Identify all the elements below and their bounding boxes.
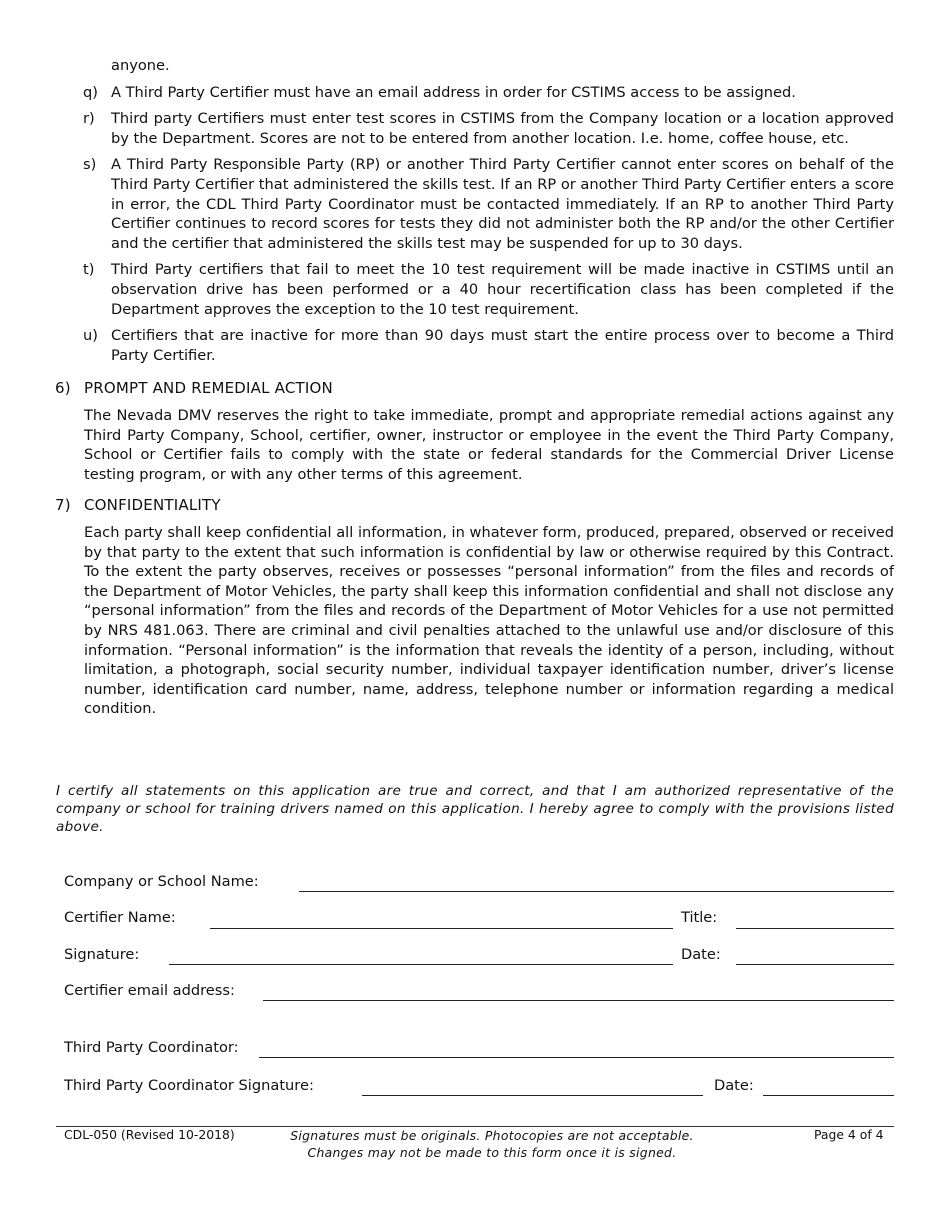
coordinator-signature-field[interactable]: [362, 1095, 703, 1096]
list-item-text: anyone.: [111, 57, 170, 74]
section-body: The Nevada DMV reserves the right to take immediate, prompt and appropriate remedial actions against any Third Party Company, School, certifier, owner, instructor or employee in the event the Third Party Company, School or Certifier fails to comply with the state or federal standards for the Commercial Driver License testing program, or with any other terms of this agreement.: [84, 407, 894, 483]
title-label: Title:: [681, 909, 718, 926]
section-heading: [55, 495, 950, 515]
signature-field[interactable]: [169, 964, 673, 965]
signature-notice: [262, 1127, 722, 1161]
list-item-marker: u): [83, 327, 98, 345]
coordinator-field[interactable]: [259, 1057, 894, 1058]
signature-notice-line: Signatures must be originals. Photocopies are not acceptable.: [290, 1128, 694, 1143]
list-item-text: Third Party certifiers that fail to meet the 10 test requirement will be made inactive in CSTIMS until an observation drive has been performed or a 40 hour recertification class has been completed if the Department approves the exception to the 10 test requirement.: [111, 261, 894, 318]
section-title: CONFIDENTIALITY: [84, 496, 221, 514]
section-number: 7): [55, 496, 71, 514]
section-body: Each party shall keep confidential all information, in whatever form, produced, prepared, observed or received by that party to the extent that such information is confidential by law or otherwise required by this Contract. To the extent the party observes, receives or possesses “personal information” from the files and records of the Department of Motor Vehicles, the party shall keep this information confidential and shall not disclose any “personal information” from the files and records of the Department of Motor Vehicles for a use not permitted by NRS 481.063. There are criminal and civil penalties attached to the unlawful use and/or disclosure of this information. “Personal information” is the information that reveals the identity of a person, including, without limitation, a photograph, social security number, individual taxpayer identification number, driver’s license number, identification card number, name, address, telephone number or information regarding a medical condition.: [84, 524, 894, 718]
list-item-marker: r): [83, 110, 95, 128]
title-field[interactable]: [736, 928, 894, 929]
coordinator-date-label: Date:: [714, 1077, 754, 1094]
list-item-text: A Third Party Certifier must have an email address in order for CSTIMS access to be assigned.: [111, 83, 796, 101]
coordinator-signature-label: Third Party Coordinator Signature:: [64, 1077, 314, 1094]
certifier-name-field[interactable]: [210, 928, 673, 929]
list-item: [83, 109, 894, 148]
date-field[interactable]: [736, 964, 894, 965]
list-item: [83, 326, 894, 365]
date-label: Date:: [681, 946, 721, 963]
certifier-name-label: Certifier Name:: [64, 909, 176, 926]
coordinator-date-field[interactable]: [763, 1095, 894, 1096]
section-prompt-remedial-action: [0, 378, 950, 484]
list-item-marker: s): [83, 156, 97, 174]
list-item: [111, 56, 894, 76]
requirements-list: [0, 56, 950, 372]
list-item-marker: q): [83, 83, 98, 101]
section-number: 6): [55, 379, 71, 397]
coordinator-label: Third Party Coordinator:: [64, 1039, 239, 1056]
list-item-marker: t): [83, 261, 95, 279]
list-item-text: Third party Certifiers must enter test scores in CSTIMS from the Company location or a location approved by the Department. Scores are not to be entered from another location. I.e. home, coffee house, etc.: [111, 110, 894, 147]
signature-notice-line: Changes may not be made to this form once it is signed.: [307, 1145, 677, 1160]
section-confidentiality: [0, 495, 950, 719]
list-item: [83, 260, 894, 319]
page-number: Page 4 of 4: [814, 1127, 884, 1142]
list-item-text: A Third Party Responsible Party (RP) or another Third Party Certifier cannot enter scores on behalf of the Third Party Certifier that administered the skills test. If an RP or another Third Party Certifier enters a score in error, the CDL Third Party Coordinator must be contacted immediately. If an RP to another Third Party Certifier continues to record scores for tests they did not administer both the RP and/or the other Certifier and the certifier that administered the skills test may be suspended for up to 30 days.: [111, 156, 894, 252]
list-item: [83, 155, 894, 253]
signature-label: Signature:: [64, 946, 140, 963]
list-item-text: Certifiers that are inactive for more than 90 days must start the entire process over to become a Third Party Certifier.: [111, 327, 894, 364]
form-id: CDL-050 (Revised 10-2018): [64, 1127, 235, 1142]
certifier-email-field[interactable]: [263, 1000, 894, 1001]
list-item: [83, 83, 894, 103]
certification-statement: I certify all statements on this application are true and correct, and that I am authorized representative of the company or school for training drivers named on this application. I hereby agree to comply with the provisions listed above.: [56, 783, 894, 835]
company-name-label: Company or School Name:: [64, 873, 259, 890]
section-heading: [55, 378, 950, 398]
certifier-email-label: Certifier email address:: [64, 982, 235, 999]
company-name-field[interactable]: [299, 891, 894, 892]
section-title: PROMPT AND REMEDIAL ACTION: [84, 379, 333, 397]
